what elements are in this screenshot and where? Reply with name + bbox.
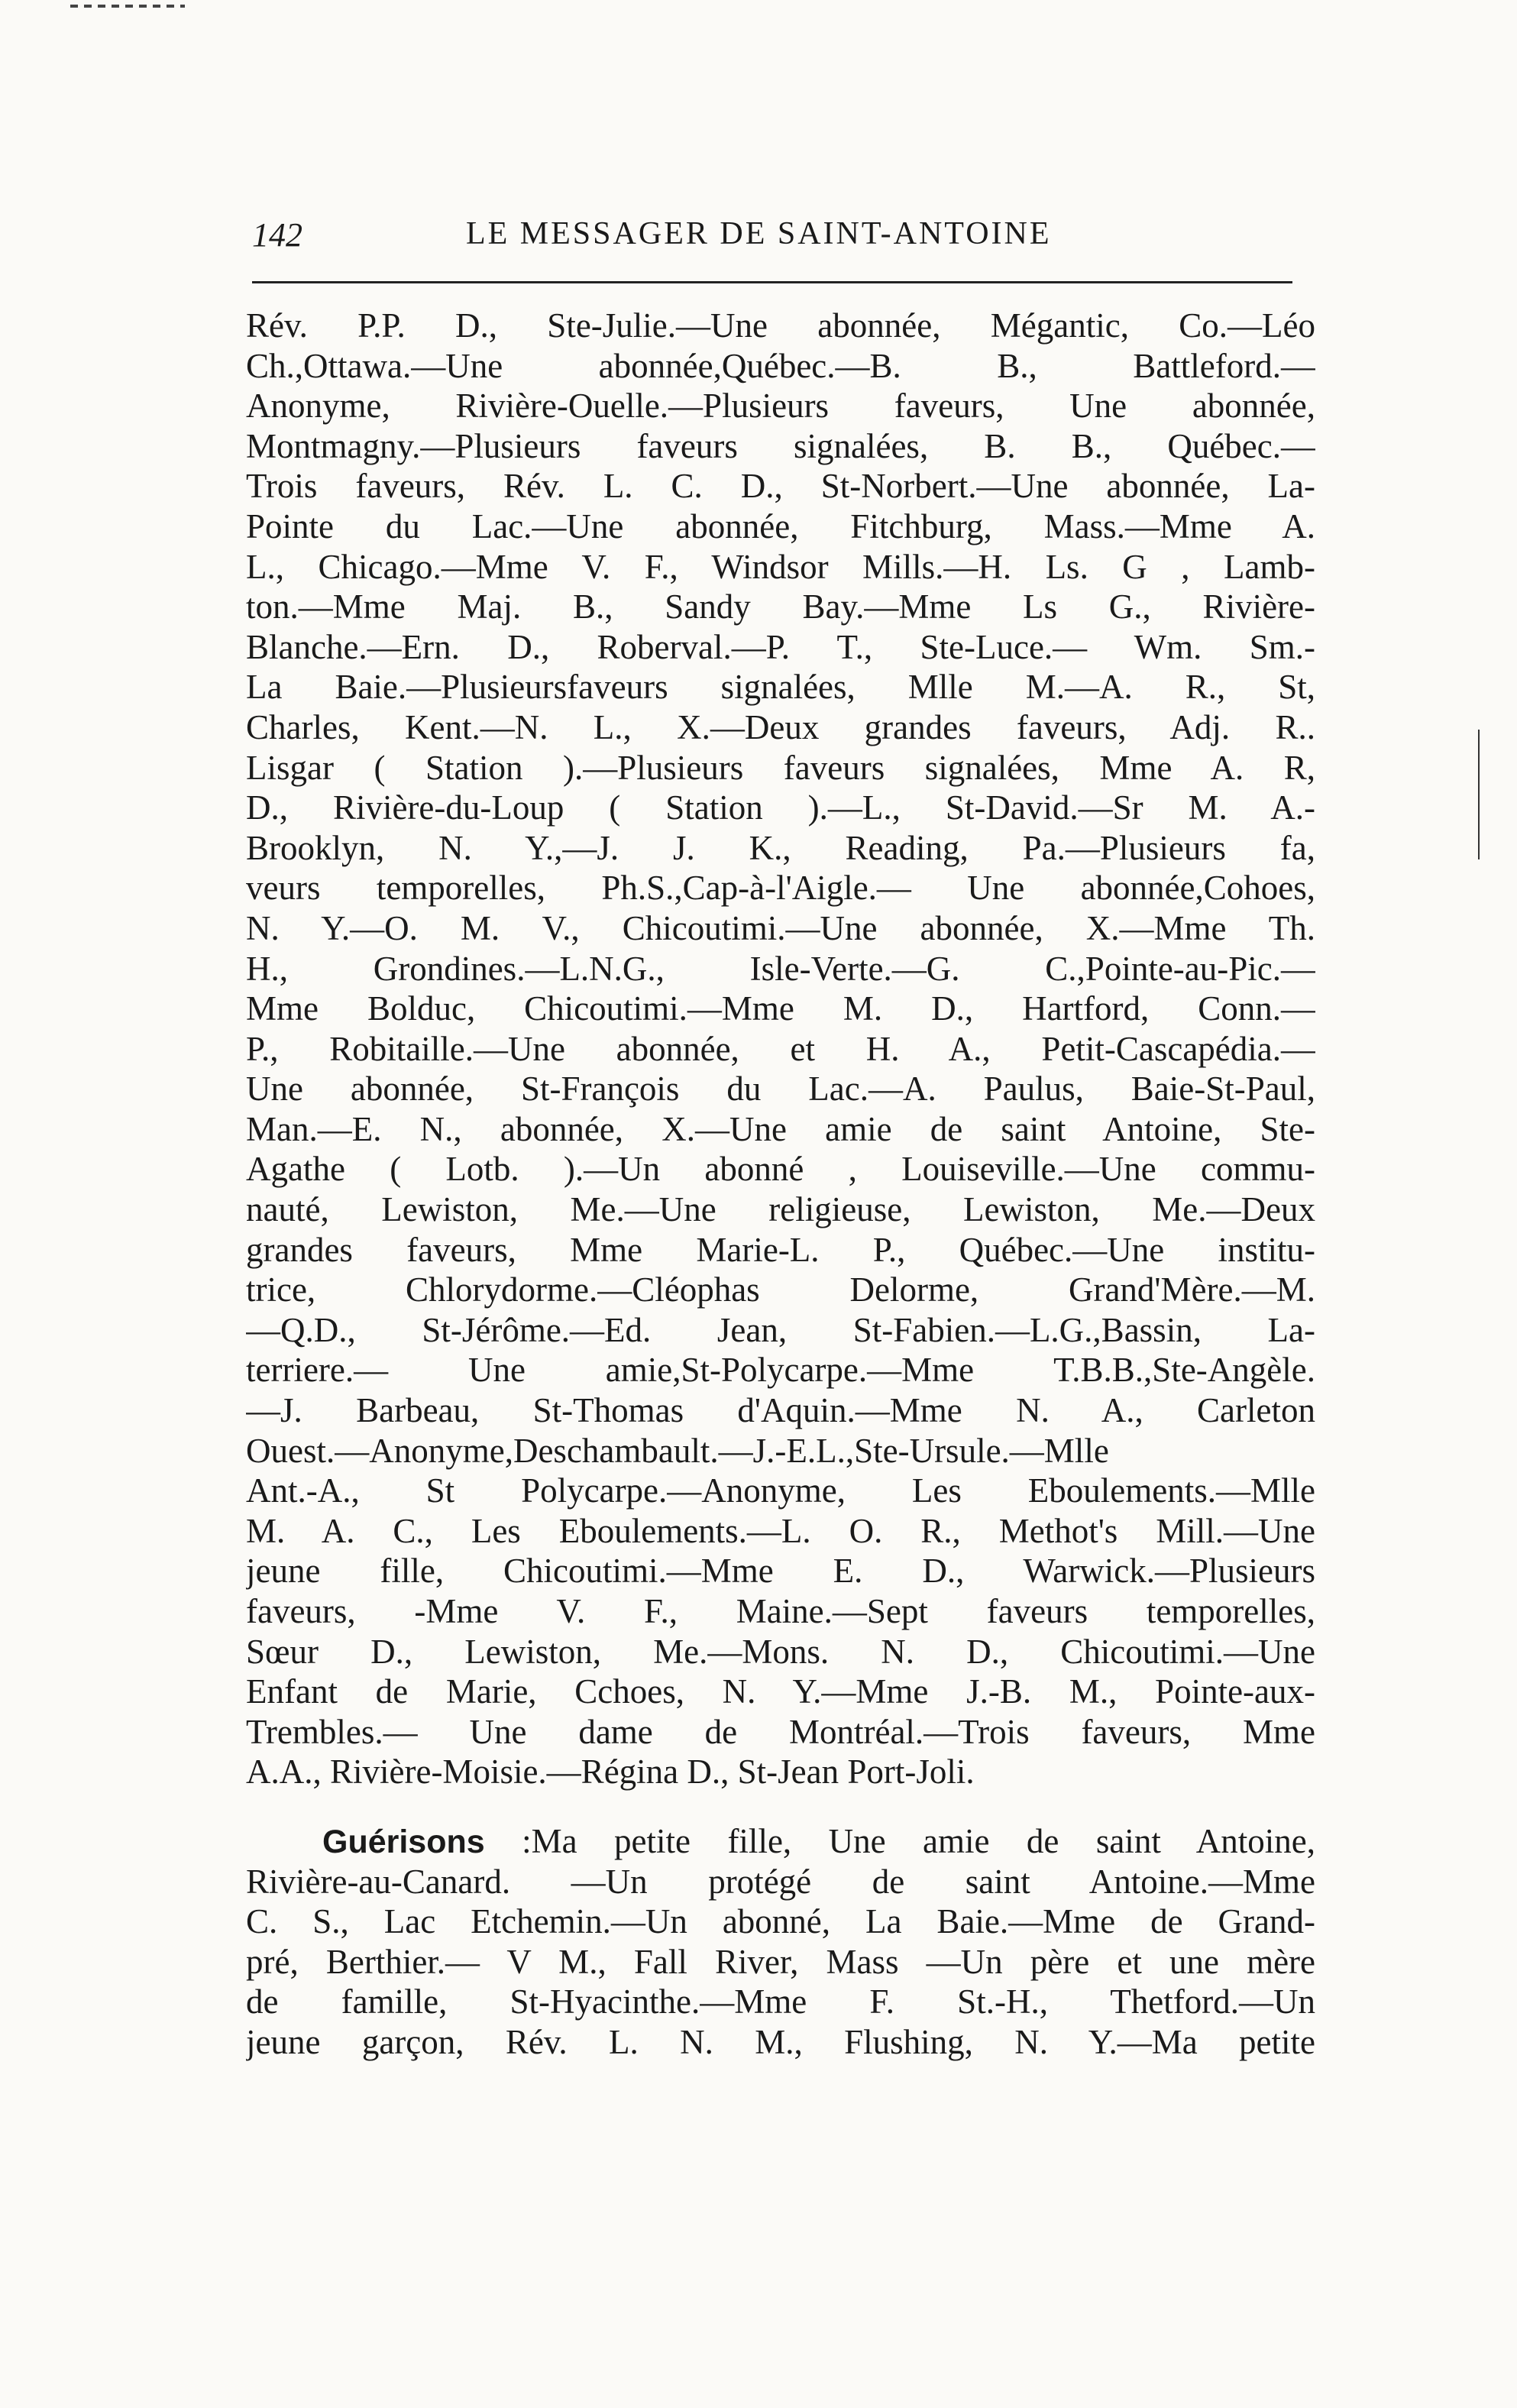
running-title: LE MESSAGER DE SAINT-ANTOINE: [466, 216, 1052, 251]
text-line: Trembles.— Une dame de Montréal.—Trois faveurs, Mme: [246, 1712, 1315, 1751]
text-line: La Baie.—Plusieursfaveurs signalées, Mlle M.—A. R., St,: [246, 668, 1315, 707]
text-line: Pointe du Lac.—Une abonnée, Fitchburg, Mass.—Mme A.: [246, 507, 1315, 545]
page-number: 142: [252, 216, 302, 254]
paragraph-faveurs: [246, 306, 1315, 1792]
text-line: Rivière-au-Canard. —Un protégé de saint Antoine.—Mme: [246, 1862, 1315, 1901]
text-line: Une abonnée, St-François du Lac.—A. Paulus, Baie-St-Paul,: [246, 1070, 1315, 1109]
text-line: ton.—Mme Maj. B., Sandy Bay.—Mme Ls G., Rivière-: [246, 587, 1315, 626]
text-line: Mme Bolduc, Chicoutimi.—Mme M. D., Hartford, Conn.—: [246, 989, 1315, 1028]
text-line: Charles, Kent.—N. L., X.—Deux grandes faveurs, Adj. R..: [246, 707, 1315, 746]
text-line: faveurs, -Mme V. F., Maine.—Sept faveurs temporelles,: [246, 1592, 1315, 1630]
text-line: M. A. C., Les Eboulements.—L. O. R., Methot's Mill.—Une: [246, 1511, 1315, 1550]
text-line: trice, Chlorydorme.—Cléophas Delorme, Grand'Mère.—M.: [246, 1270, 1315, 1309]
text-line: H., Grondines.—L.N.G., Isle-Verte.—G. C.,Pointe-au-Pic.—: [246, 949, 1315, 988]
text-line: —Q.D., St-Jérôme.—Ed. Jean, St-Fabien.—L.G.,Bassin, La-: [246, 1310, 1315, 1349]
text-line: A.A., Rivière-Moisie.—Régina D., St-Jean Port-Joli.: [246, 1753, 975, 1791]
text-line: D., Rivière-du-Loup ( Station ).—L., St-David.—Sr M. A.-: [246, 788, 1315, 827]
text-line: Montmagny.—Plusieurs faveurs signalées, B. B., Québec.—: [246, 426, 1315, 465]
text-line: veurs temporelles, Ph.S.,Cap-à-l'Aigle.— Une abonnée,Cohoes,: [246, 869, 1315, 908]
text-line: Lisgar ( Station ).—Plusieurs faveurs signalées, Mme A. R,: [246, 748, 1315, 787]
text-line: pré, Berthier.— V M., Fall River, Mass —Un père et une mère: [246, 1942, 1315, 1981]
paragraph-guerisons: [246, 1821, 1315, 2063]
text-line: Anonyme, Rivière-Ouelle.—Plusieurs faveurs, Une abonnée,: [246, 387, 1315, 426]
paragraph-spacer: [246, 1792, 1315, 1821]
text-line: Man.—E. N., abonnée, X.—Une amie de saint Antoine, Ste-: [246, 1109, 1315, 1148]
scan-edge-marks: [70, 5, 185, 8]
text-run: :Ma petite fille, Une amie de saint Antoine,: [522, 1821, 1315, 1860]
text-line: Rév. P.P. D., Ste-Julie.—Une abonnée, Mégantic, Co.—Léo: [246, 306, 1315, 345]
text-line: jeune garçon, Rév. L. N. M., Flushing, N. Y.—Ma petite: [246, 2022, 1315, 2061]
text-line: Ant.-A., St Polycarpe.—Anonyme, Les Eboulements.—Mlle: [246, 1471, 1315, 1510]
text-line: grandes faveurs, Mme Marie-L. P., Québec.—Une institu-: [246, 1230, 1315, 1269]
margin-rule: [1478, 730, 1480, 859]
header-rule: [252, 281, 1292, 283]
section-heading-guerisons: Guérisons: [322, 1823, 485, 1860]
text-line: Ouest.—Anonyme,Deschambault.—J.-E.L.,Ste-Ursule.—Mlle: [246, 1431, 1109, 1470]
text-line: Trois faveurs, Rév. L. C. D., St-Norbert.—Une abonnée, La-: [246, 467, 1315, 506]
text-line: de famille, St-Hyacinthe.—Mme F. St.-H., Thetford.—Un: [246, 1982, 1315, 2021]
text-line: nauté, Lewiston, Me.—Une religieuse, Lewiston, Me.—Deux: [246, 1190, 1315, 1229]
text-line: N. Y.—O. M. V., Chicoutimi.—Une abonnée, X.—Mme Th.: [246, 908, 1315, 947]
text-line: Ch.,Ottawa.—Une abonnée,Québec.—B. B., Battleford.—: [246, 346, 1315, 385]
text-line: P., Robitaille.—Une abonnée, et H. A., Petit-Cascapédia.—: [246, 1029, 1315, 1068]
text-line: Sœur D., Lewiston, Me.—Mons. N. D., Chicoutimi.—Une: [246, 1632, 1315, 1671]
text-line: C. S., Lac Etchemin.—Un abonné, La Baie.—Mme de Grand-: [246, 1902, 1315, 1941]
text-line: [246, 1821, 1315, 1862]
running-head: [252, 215, 1306, 258]
text-line: L., Chicago.—Mme V. F., Windsor Mills.—H. Ls. G , Lamb-: [246, 547, 1315, 586]
text-line: —J. Barbeau, St-Thomas d'Aquin.—Mme N. A., Carleton: [246, 1391, 1315, 1430]
text-line: jeune fille, Chicoutimi.—Mme E. D., Warwick.—Plusieurs: [246, 1552, 1315, 1591]
text-line: Brooklyn, N. Y.,—J. J. K., Reading, Pa.—Plusieurs fa,: [246, 828, 1315, 867]
text-line: Agathe ( Lotb. ).—Un abonné , Louiseville.—Une commu-: [246, 1150, 1315, 1189]
body-text: [246, 306, 1315, 2063]
text-line: Enfant de Marie, Cchoes, N. Y.—Mme J.-B. M., Pointe-aux-: [246, 1672, 1315, 1711]
text-line: Blanche.—Ern. D., Roberval.—P. T., Ste-Luce.— Wm. Sm.-: [246, 627, 1315, 666]
text-line: terriere.— Une amie,St-Polycarpe.—Mme T.B.B.,Ste-Angèle.: [246, 1351, 1315, 1390]
